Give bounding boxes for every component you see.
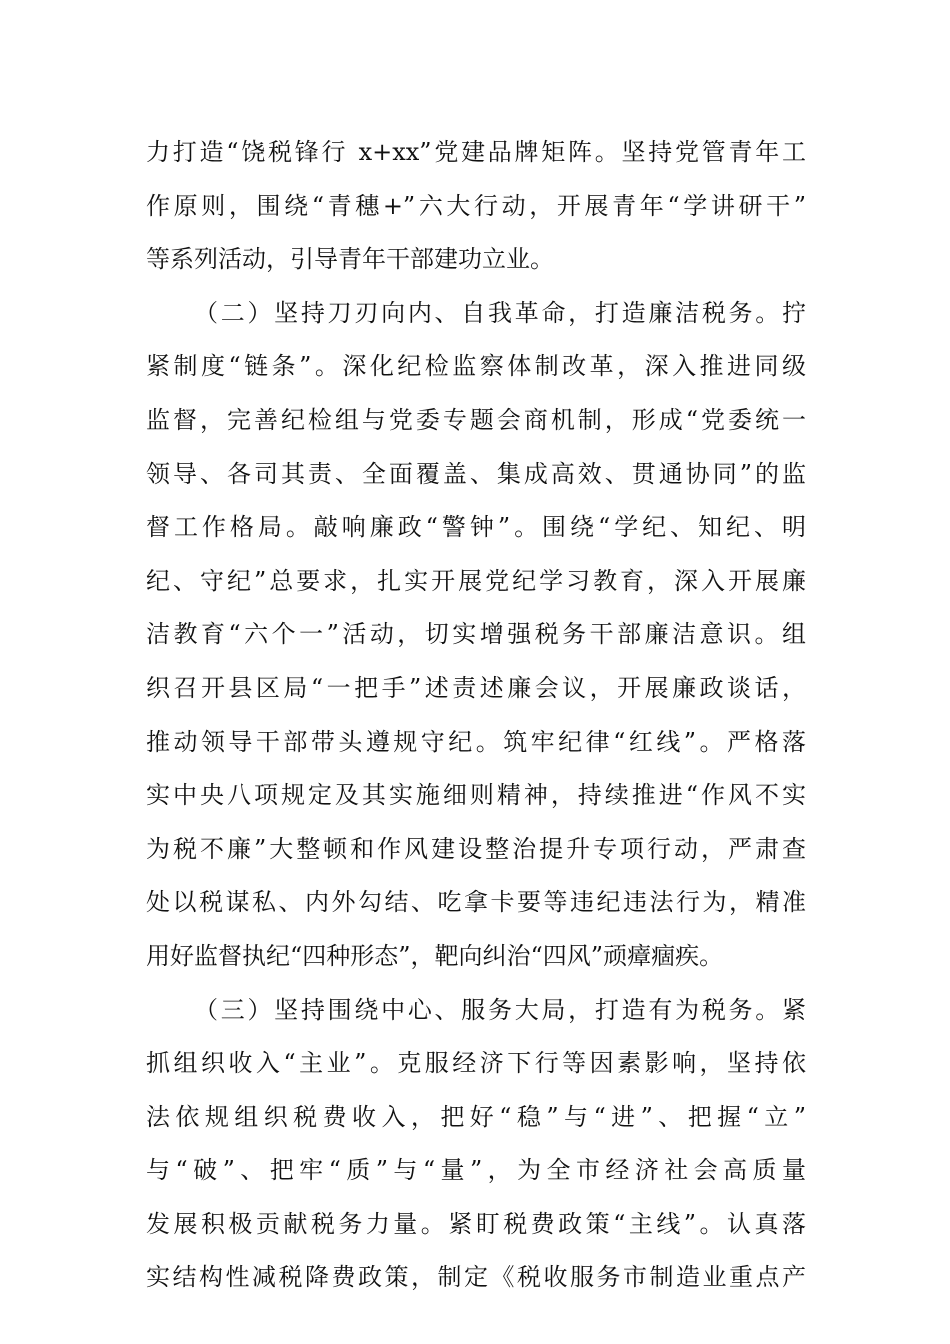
text-line: 抓组织收入“主业”。克服经济下行等因素影响，坚持依 bbox=[146, 1049, 806, 1078]
text-line: 处以税谋私、内外勾结、吃拿卡要等违纪违法行为，精准 bbox=[146, 888, 806, 917]
text-line: 用好监督执纪“四种形态”，靶向纠治“四风”顽瘴痼疾。 bbox=[146, 941, 724, 970]
text-line: 法依规组织税费收入，把好“稳”与“进”、把握“立” bbox=[146, 1102, 806, 1131]
text-line: 领导、各司其责、全面覆盖、集成高效、贯通协同”的监 bbox=[146, 459, 806, 488]
text-line: 织召开县区局“一把手”述责述廉会议，开展廉政谈话， bbox=[146, 673, 806, 702]
text-line: 推动领导干部带头遵规守纪。筑牢纪律“红线”。严格落 bbox=[146, 727, 806, 756]
text-line: 等系列活动，引导青年干部建功立业。 bbox=[146, 245, 554, 274]
text-line: 监督，完善纪检组与党委专题会商机制，形成“党委统一 bbox=[146, 405, 806, 434]
text-line: 作原则，围绕“青穗+”六大行动，开展青年“学讲研干” bbox=[146, 191, 806, 220]
text-line: 实中央八项规定及其实施细则精神，持续推进“作风不实 bbox=[146, 781, 806, 810]
text-line: 纪、守纪”总要求，扎实开展党纪学习教育，深入开展廉 bbox=[146, 566, 806, 595]
section-heading-line: （三）坚持围绕中心、服务大局，打造有为税务。紧 bbox=[194, 995, 806, 1024]
text-line: 实结构性减税降费政策，制定《税收服务市制造业重点产 bbox=[146, 1263, 806, 1292]
text-line: 紧制度“链条”。深化纪检监察体制改革，深入推进同级 bbox=[146, 352, 806, 381]
text-line: 为税不廉”大整顿和作风建设整治提升专项行动，严肃查 bbox=[146, 834, 806, 863]
section-heading-line: （二）坚持刀刃向内、自我革命，打造廉洁税务。拧 bbox=[194, 298, 806, 327]
text-line: 力打造“饶税锋行 x+xx”党建品牌矩阵。坚持党管青年工 bbox=[146, 138, 806, 166]
document-body bbox=[146, 126, 806, 1305]
text-line: 发展积极贡献税务力量。紧盯税费政策“主线”。认真落 bbox=[146, 1209, 806, 1238]
text-line: 与“破”、把牢“质”与“量”，为全市经济社会高质量 bbox=[146, 1156, 806, 1185]
text-line: 洁教育“六个一”活动，切实增强税务干部廉洁意识。组 bbox=[146, 620, 806, 649]
text-line: 督工作格局。敲响廉政“警钟”。围绕“学纪、知纪、明 bbox=[146, 513, 806, 542]
